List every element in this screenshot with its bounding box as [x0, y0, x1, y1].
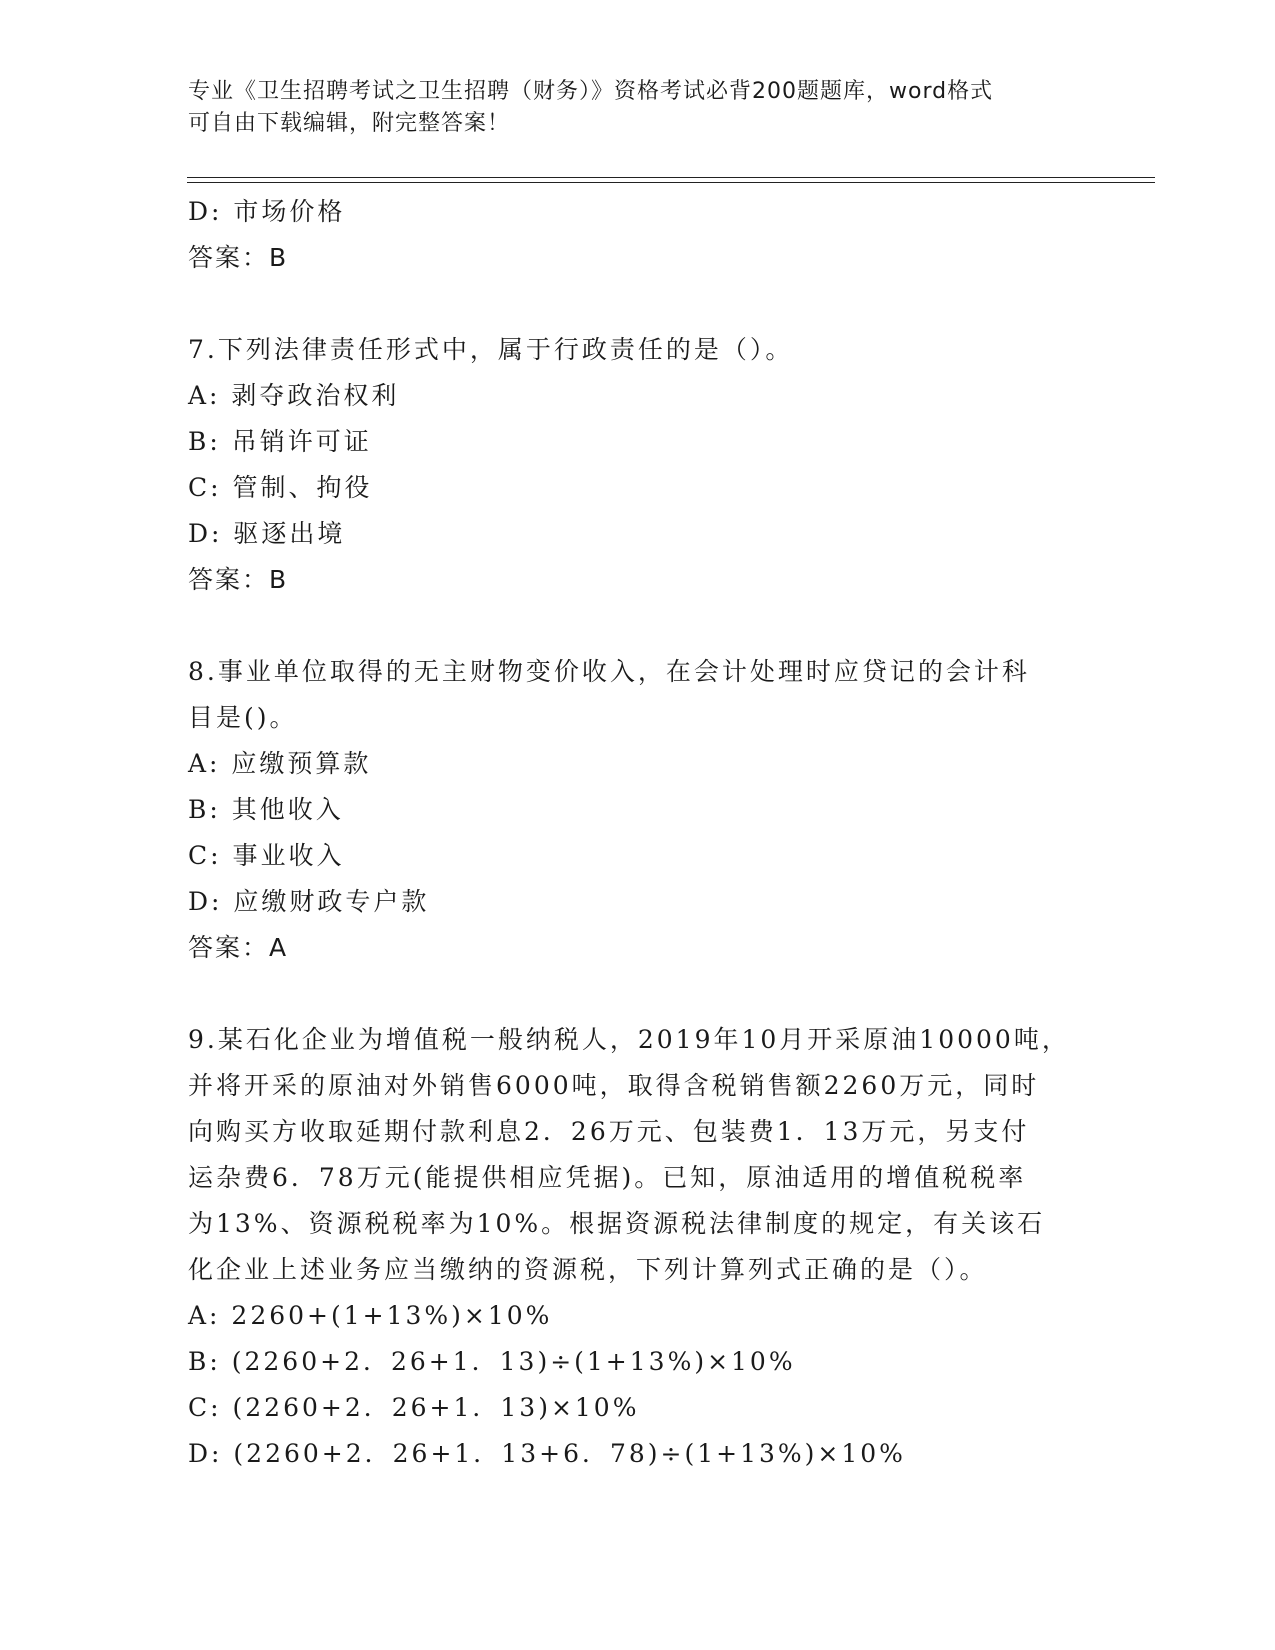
option-d: D: 驱逐出境 [188, 519, 346, 548]
question-stem-line: 目是()。 [188, 703, 298, 732]
option-d: D: 应缴财政专户款 [188, 887, 430, 916]
header-line-1: 专业《卫生招聘考试之卫生招聘（财务）》资格考试必背200题题库，word格式 [188, 79, 994, 104]
option-a: A: 剥夺政治权利 [188, 381, 400, 410]
option-a: A: 应缴预算款 [188, 749, 372, 778]
question-stem-line: 9.某石化企业为增值税一般纳税人，2019年10月开采原油10000吨， [188, 1025, 1070, 1054]
question-stem-line: 向购买方收取延期付款利息2．26万元、包装费1．13万元，另支付 [188, 1117, 1030, 1146]
spacer [188, 971, 1088, 1017]
question-stem-line: 为13%、资源税税率为10%。根据资源税法律制度的规定，有关该石 [188, 1209, 1046, 1238]
document-body [188, 189, 1088, 1477]
question-stem-line: 运杂费6．78万元(能提供相应凭据)。已知，原油适用的增值税税率 [188, 1163, 1027, 1192]
question-7 [188, 327, 1088, 603]
question-8 [188, 649, 1088, 971]
option-c: C: 管制、拘役 [188, 473, 373, 502]
option-a: A: 2260+(1+13%)×10% [188, 1301, 553, 1330]
header-line-2: 可自由下载编辑，附完整答案！ [188, 111, 511, 136]
option-b: B: 吊销许可证 [188, 427, 372, 456]
question-answer: 答案：B [188, 565, 289, 594]
option-c: C: 事业收入 [188, 841, 345, 870]
option-c: C: (2260+2．26+1．13)×10% [188, 1393, 640, 1422]
header-divider-top [187, 177, 1155, 178]
prev-question-option-d: D: 市场价格 [188, 197, 346, 226]
prev-question-answer: 答案：B [188, 243, 289, 272]
question-stem-line: 化企业上述业务应当缴纳的资源税，下列计算列式正确的是（）。 [188, 1255, 988, 1284]
question-9 [188, 1017, 1088, 1477]
header-divider-bottom [187, 182, 1155, 183]
question-answer: 答案：A [188, 933, 289, 962]
option-b: B: 其他收入 [188, 795, 344, 824]
spacer [188, 603, 1088, 649]
question-stem-line: 8.事业单位取得的无主财物变价收入，在会计处理时应贷记的会计科 [188, 657, 1030, 686]
option-d: D: (2260+2．26+1．13+6．78)÷(1+13%)×10% [188, 1439, 906, 1468]
spacer [188, 281, 1088, 327]
question-stem-line: 并将开采的原油对外销售6000吨，取得含税销售额2260万元，同时 [188, 1071, 1040, 1100]
question-stem: 7.下列法律责任形式中，属于行政责任的是（）。 [188, 335, 794, 364]
document-header [188, 76, 1068, 140]
option-b: B: (2260+2．26+1．13)÷(1+13%)×10% [188, 1347, 796, 1376]
